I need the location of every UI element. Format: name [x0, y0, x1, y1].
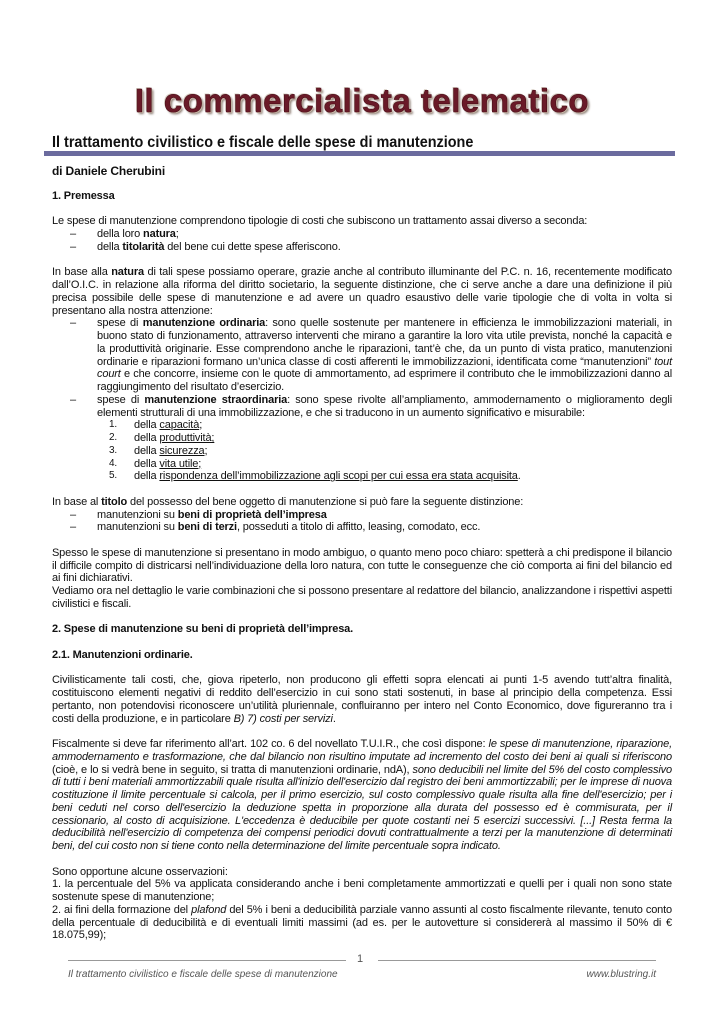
text-run: Fiscalmente si deve far riferimento all’art. 102 co. 6 del novellato T.U.I.R., che così dispone: [52, 738, 489, 750]
text-run: della [134, 419, 160, 432]
italic-text: B) 7) costi per servizi [233, 712, 333, 725]
underlined-text: capacità [159, 419, 200, 432]
bold-text: titolarità [122, 240, 165, 253]
text-run: del 5% i beni a deducibilità parziale vanno assunti al costo fiscalmente rilevante, tenuto conto della percentuale di deducibilità e di eventuali limiti massimi (ad es. per le autovetture si considererà al massimo il 50% di € 18.075,99); [52, 903, 673, 942]
bold-text: titolo [101, 495, 128, 508]
text-run: ; [175, 228, 179, 240]
text-run: In base al [52, 495, 102, 508]
text-run: della [134, 457, 160, 470]
paragraph [52, 585, 672, 611]
spacer [52, 636, 672, 649]
text-run: della [134, 432, 160, 444]
text-run: Sono opportune alcune osservazioni: [52, 865, 228, 878]
text-run: 1. Premessa [52, 189, 115, 202]
list-item [52, 509, 672, 522]
paragraph [52, 266, 672, 317]
paragraph [52, 496, 672, 509]
text-run: Civilisticamente tali costi, che, giova ripeterlo, non producono gli effetti sopra elencati ai punti 1-5 avendo tutt’altra finalità, costituiscono elementi negativi di reddito dell’esercizio in cui sono stati sostenuti, in base al principio della competenza. Essi pertanto, non potendovisi riconoscere un’utilità pluriennale, confluiranno per intero nel Conto Economico, dove figureranno tra i costi della produzione, e in particolare [52, 674, 672, 725]
footer-rule-right [378, 960, 656, 961]
list-number: 1. [109, 419, 118, 431]
spacer [52, 254, 672, 267]
list-number: 3. [109, 444, 118, 456]
section-heading [52, 190, 672, 203]
list-item [52, 432, 672, 445]
spacer [52, 203, 672, 216]
bold-text: beni di proprietà dell’impresa [177, 508, 327, 521]
underlined-text: produttività; [159, 432, 215, 444]
list-item [52, 458, 672, 471]
text-run: di tali spese possiamo operare, grazie anche al contributo illuminante del P.C. n. 16, recentemente modificato dall’O.I.C. in relazione alla riforma del diritto societario, la seguente distinzione, che ci serve anche a dare una definizione il più precisa possibile delle spese di manutenzione e ad avere un quadro esaustivo delle varie tipologie che di volta in volta si presentano alla nostra attenzione: [52, 266, 672, 317]
title-divider [44, 151, 675, 156]
underlined-text: sicurezza; [159, 444, 208, 457]
bullet-list [52, 509, 672, 535]
italic-text: le spese di manutenzione, riparazione, ammodernamento e trasformazione, che dal bilancio non risultino imputate ad incremento del costo dei beni ai quali si riferiscono [52, 738, 673, 763]
text-run: Vediamo ora nel dettaglio le varie combinazioni che si possono presentare al redattore del bilancio, analizzandone i rispettivi aspetti civilistici e fiscali. [52, 585, 672, 610]
underlined-text: rispondenza dell’immobilizzazione agli scopi per cui essa era stata acquisita [159, 470, 518, 483]
bold-text: beni di terzi [177, 521, 237, 534]
footer-document-title: Il trattamento civilistico e fiscale delle spese di manutenzione [68, 969, 338, 980]
text-run: e che concorre, insieme con le quote di ammortamento, ad esprimere il contributo che le immobilizzazioni danno al raggiungimento del risultato d’esercizio. [97, 368, 672, 393]
article-content [52, 190, 672, 942]
spacer [52, 725, 672, 738]
list-number: 5. [109, 470, 118, 482]
text-run: . [517, 470, 521, 483]
text-run: . [332, 712, 336, 725]
bold-text: natura [143, 228, 176, 240]
text-run: 1. la percentuale del 5% va applicata considerando anche i beni completamente ammortizzati e quelli per i quali non sono state sostenute spese di manutenzione; [52, 878, 672, 903]
section-heading [52, 623, 672, 636]
list-item [52, 445, 672, 458]
bullet-list [52, 228, 672, 254]
spacer [52, 534, 672, 547]
underlined-text: vita utile; [159, 457, 202, 470]
paragraph [52, 547, 672, 585]
text-run: manutenzioni su [97, 521, 178, 534]
text-run: Le spese di manutenzione comprendono tipologie di costi che subiscono un trattamento assai diverso a seconda: [52, 215, 588, 228]
italic-text: sono deducibili nel limite del 5% del costo complessivo di tutti i beni materiali ammortizzabili quale risulta all'inizio dell'esercizio dal registro dei beni ammortizzabili; per le imprese di nuova costituzione il limite percentuale si calcola, per il primo esercizio, sul costo complessivo quale risulta alla fine dell'esercizio; per i beni ceduti nel corso dell'esercizio la deduzione spetta in proporzione alla durata del possesso ed è commisurata, per il cessionario, al costo di acquisizione. L'eccedenza è deducibile per quote costanti nei 5 esercizi successivi. [...] Resta ferma la deducibilità nell'esercizio di competenza dei compensi periodici dovuti contrattualmente a terzi per la manutenzione di determinati beni, del cui costo non si tiene conto nella determinazione del limite percentuale sopra indicato. [52, 763, 672, 852]
italic-text: tout court [97, 355, 672, 381]
text-run: spese di [97, 317, 143, 330]
text-run: della [134, 444, 160, 457]
author-byline: di Daniele Cherubini [52, 164, 166, 178]
footer-website: www.blustring.it [586, 969, 656, 980]
section-heading [52, 649, 672, 662]
italic-text: plafond [191, 903, 227, 916]
list-item [52, 394, 672, 420]
bullet-list [52, 317, 672, 419]
bold-text: manutenzione straordinaria [144, 393, 288, 406]
page-number: 1 [357, 953, 364, 965]
text-run: In base alla [52, 266, 112, 279]
site-logo: Il commercialista telematico [134, 82, 590, 119]
text-run: del bene cui dette spese afferiscono. [164, 240, 341, 253]
text-run: manutenzioni su [97, 508, 178, 521]
text-run: spese di [97, 393, 145, 406]
list-item [52, 228, 672, 241]
paragraph [52, 738, 672, 853]
numbered-list [52, 419, 672, 483]
list-item [52, 241, 672, 254]
paragraph [52, 878, 672, 904]
spacer [52, 611, 672, 624]
text-run: del possesso del bene oggetto di manutenzione si può fare la seguente distinzione: [127, 495, 524, 508]
spacer [52, 853, 672, 866]
text-run: 2. Spese di manutenzione su beni di proprietà dell’impresa. [52, 623, 354, 636]
text-run: , posseduti a titolo di affitto, leasing, comodato, ecc. [236, 521, 481, 534]
bold-text: manutenzione ordinaria [142, 317, 266, 330]
text-run: della [134, 470, 160, 483]
text-run: : sono quelle sostenute per mantenere in efficienza le immobilizzazioni materiali, in buono stato di funzionamento, attraverso interventi che mirano a garantire la loro vita utile prevista, nonché la capacità e la produttività originarie. Esse comprendono anche le riparazioni, tant’è che, da un punto di vista pratico, manutenzioni ordinarie e riparazioni formano un’unica classe di costi afferenti le immobilizzazioni, identificata come “manutenzioni” [97, 317, 672, 368]
paragraph [52, 674, 672, 725]
paragraph [52, 904, 672, 942]
document-body [52, 165, 672, 942]
list-number: 2. [109, 432, 118, 443]
text-run: Spesso le spese di manutenzione si presentano in modo ambiguo, o quanto meno poco chiaro: spetterà a chi predispone il bilancio il difficile compito di districarsi nell’individuazione della loro natura, con tutte le conseguenze che ciò comporta ai fini del bilancio ed ai fini dichiarativi. [52, 546, 672, 585]
document-title: Il trattamento civilistico e fiscale delle spese di manutenzione [52, 134, 474, 151]
text-run: ; [199, 419, 203, 432]
list-item [52, 419, 672, 432]
list-item [52, 317, 672, 394]
text-run: 2. ai fini della formazione del [52, 903, 192, 916]
footer-rule-left [68, 960, 346, 961]
paragraph [52, 215, 672, 228]
list-item [52, 470, 672, 483]
text-run: 2.1. Manutenzioni ordinarie. [52, 648, 193, 661]
spacer [52, 483, 672, 496]
list-number: 4. [109, 457, 118, 469]
bold-text: natura [111, 266, 144, 279]
text-run: della [97, 240, 123, 253]
text-run: (cioè, e lo si vedrà bene in seguito, si tratta di manutenzioni ordinarie, ndA), [52, 763, 413, 776]
spacer [52, 662, 672, 675]
text-run: della loro [97, 228, 144, 240]
text-run: : sono spese rivolte all’ampliamento, ammodernamento o miglioramento degli elementi strutturali di una immobilizzazione, e che si traducono in un aumento significativo e misurabile: [97, 393, 672, 419]
list-item [52, 521, 672, 534]
paragraph [52, 866, 672, 879]
